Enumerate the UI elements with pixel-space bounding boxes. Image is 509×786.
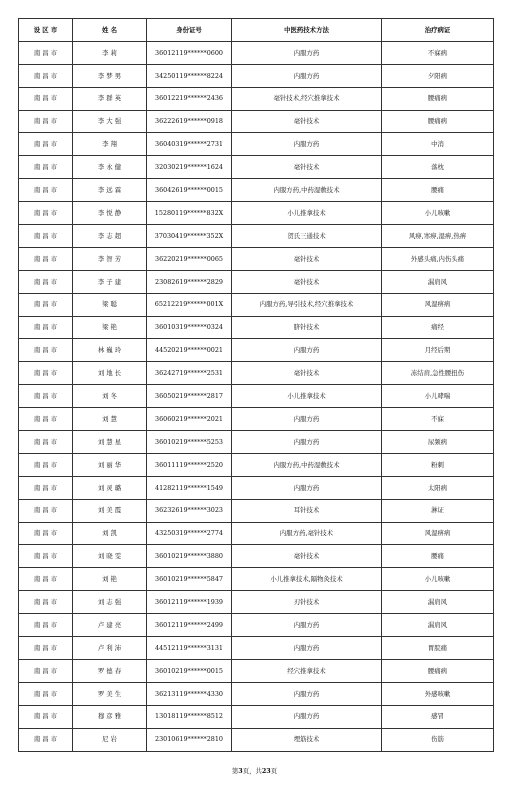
cell-condition: 不寐病 (382, 41, 494, 64)
cell-name: 刘 灵 璐 (73, 476, 147, 499)
cell-condition: 风湿痹病 (382, 522, 494, 545)
cell-tcm-method: 内服方药,导引技术,经穴推拿技术 (232, 293, 382, 316)
cell-name: 刘 艳 (73, 568, 147, 591)
cell-condition: 中消 (382, 133, 494, 156)
table-row (19, 293, 494, 316)
table-row (19, 682, 494, 705)
cell-region: 南 昌 市 (19, 385, 73, 408)
cell-condition: 漏肩风 (382, 591, 494, 614)
cell-name: 刘 地 长 (73, 362, 147, 385)
cell-name: 刘 慧 星 (73, 431, 147, 454)
cell-id-number: 36040319******2731 (147, 133, 232, 156)
cell-name: 刘 志 强 (73, 591, 147, 614)
table-row (19, 362, 494, 385)
cell-id-number: 36012219******2436 (147, 87, 232, 110)
header-tcm-method: 中医药技术方法 (232, 19, 382, 42)
table-row (19, 179, 494, 202)
table-row (19, 545, 494, 568)
cell-id-number: 32030219******1624 (147, 156, 232, 179)
cell-tcm-method: 耳针技术 (232, 499, 382, 522)
cell-id-number: 23010619******2810 (147, 728, 232, 751)
cell-id-number: 36012119******0600 (147, 41, 232, 64)
table-row (19, 270, 494, 293)
footer-page-number: 3 (238, 767, 243, 775)
footer-middle: 页，共 (242, 767, 262, 775)
cell-region: 南 昌 市 (19, 225, 73, 248)
cell-tcm-method: 内服方药 (232, 476, 382, 499)
cell-condition: 腰痛病 (382, 87, 494, 110)
table-row (19, 87, 494, 110)
table-row (19, 705, 494, 728)
cell-region: 南 昌 市 (19, 545, 73, 568)
table-row (19, 202, 494, 225)
cell-name: 李 子 建 (73, 270, 147, 293)
cell-id-number: 15280119******832X (147, 202, 232, 225)
cell-region: 南 昌 市 (19, 522, 73, 545)
cell-name: 梁 艳 (73, 316, 147, 339)
cell-tcm-method: 内服方药 (232, 682, 382, 705)
cell-condition: 风湿痹病 (382, 293, 494, 316)
table-row (19, 339, 494, 362)
cell-name: 尼 岩 (73, 728, 147, 751)
header-region: 设 区 市 (19, 19, 73, 42)
cell-id-number: 36242719******2531 (147, 362, 232, 385)
cell-id-number: 36010219******0015 (147, 659, 232, 682)
cell-condition: 痛经 (382, 316, 494, 339)
cell-id-number: 36232619******3023 (147, 499, 232, 522)
cell-condition: 腰痛病 (382, 110, 494, 133)
cell-condition: 小儿咳嗽 (382, 568, 494, 591)
cell-region: 南 昌 市 (19, 110, 73, 133)
cell-name: 李 翔 (73, 133, 147, 156)
cell-tcm-method: 毫针技术 (232, 545, 382, 568)
cell-tcm-method: 脐针技术 (232, 316, 382, 339)
cell-tcm-method: 内服方药 (232, 408, 382, 431)
cell-name: 李 梦 男 (73, 64, 147, 87)
cell-tcm-method: 经穴推拿技术 (232, 659, 382, 682)
cell-tcm-method: 刃针技术 (232, 591, 382, 614)
cell-id-number: 34250119******8224 (147, 64, 232, 87)
cell-condition: 漏肩风 (382, 614, 494, 637)
cell-tcm-method: 小儿推拿技术 (232, 202, 382, 225)
cell-id-number: 36012119******1939 (147, 591, 232, 614)
cell-condition: 外感头痛,内伤头痛 (382, 247, 494, 270)
cell-region: 南 昌 市 (19, 179, 73, 202)
cell-region: 南 昌 市 (19, 499, 73, 522)
cell-id-number: 36220219******0065 (147, 247, 232, 270)
cell-region: 南 昌 市 (19, 453, 73, 476)
cell-region: 南 昌 市 (19, 270, 73, 293)
cell-tcm-method: 内服方药 (232, 64, 382, 87)
cell-name: 梁 聪 (73, 293, 147, 316)
cell-tcm-method: 内服方药 (232, 339, 382, 362)
cell-condition: 风痹,寒痹,湿痹,热痹 (382, 225, 494, 248)
table-row (19, 64, 494, 87)
document-sheet (18, 18, 493, 752)
cell-region: 南 昌 市 (19, 202, 73, 225)
cell-tcm-method: 小儿推拿技术,隔物灸技术 (232, 568, 382, 591)
cell-region: 南 昌 市 (19, 705, 73, 728)
cell-region: 南 昌 市 (19, 293, 73, 316)
page-footer (0, 766, 509, 775)
cell-tcm-method: 毫针技术 (232, 247, 382, 270)
cell-condition: 太阳病 (382, 476, 494, 499)
cell-name: 李 智 芳 (73, 247, 147, 270)
practitioner-table (18, 18, 494, 752)
cell-condition: 腰痛 (382, 545, 494, 568)
cell-condition: 小儿咳嗽 (382, 202, 494, 225)
cell-name: 李 悦 静 (73, 202, 147, 225)
cell-id-number: 13018119******8512 (147, 705, 232, 728)
footer-prefix: 第 (231, 767, 239, 775)
cell-region: 南 昌 市 (19, 682, 73, 705)
table-row (19, 110, 494, 133)
cell-id-number: 36012119******2499 (147, 614, 232, 637)
cell-region: 南 昌 市 (19, 133, 73, 156)
header-name: 姓 名 (73, 19, 147, 42)
cell-tcm-method: 毫针技术 (232, 156, 382, 179)
cell-condition: 胃脘痛 (382, 637, 494, 660)
cell-region: 南 昌 市 (19, 591, 73, 614)
table-row (19, 225, 494, 248)
cell-region: 南 昌 市 (19, 156, 73, 179)
cell-tcm-method: 内服方药,中药湿敷技术 (232, 453, 382, 476)
cell-name: 卢 建 亮 (73, 614, 147, 637)
cell-tcm-method: 内服方药 (232, 614, 382, 637)
cell-tcm-method: 内服方药,毫针技术 (232, 522, 382, 545)
cell-id-number: 36213119******4330 (147, 682, 232, 705)
table-row (19, 133, 494, 156)
cell-condition: 粉刺 (382, 453, 494, 476)
cell-id-number: 36010319******0324 (147, 316, 232, 339)
cell-condition: 伤筋 (382, 728, 494, 751)
cell-name: 刘 慧 (73, 408, 147, 431)
table-row (19, 499, 494, 522)
cell-region: 南 昌 市 (19, 87, 73, 110)
cell-region: 南 昌 市 (19, 339, 73, 362)
footer-total-pages: 23 (261, 767, 271, 775)
cell-condition: 感冒 (382, 705, 494, 728)
cell-id-number: 65212219******001X (147, 293, 232, 316)
cell-condition: 漏肩风 (382, 270, 494, 293)
table-row (19, 637, 494, 660)
cell-tcm-method: 内服方药 (232, 637, 382, 660)
cell-id-number: 44512119******3131 (147, 637, 232, 660)
header-id-number: 身份证号 (147, 19, 232, 42)
cell-tcm-method: 毫针技术,经穴推拿技术 (232, 87, 382, 110)
cell-id-number: 36050219******2817 (147, 385, 232, 408)
table-row (19, 453, 494, 476)
cell-condition: 腰痛病 (382, 659, 494, 682)
table-row (19, 247, 494, 270)
cell-name: 罗 美 生 (73, 682, 147, 705)
cell-tcm-method: 贺氏三通技术 (232, 225, 382, 248)
cell-tcm-method: 小儿推拿技术 (232, 385, 382, 408)
table-row (19, 41, 494, 64)
cell-condition: 月经后期 (382, 339, 494, 362)
table-row (19, 476, 494, 499)
cell-name: 李 群 英 (73, 87, 147, 110)
cell-region: 南 昌 市 (19, 64, 73, 87)
table-body (19, 41, 494, 751)
cell-name: 卢 利 沛 (73, 637, 147, 660)
cell-region: 南 昌 市 (19, 431, 73, 454)
cell-id-number: 36011119******2520 (147, 453, 232, 476)
cell-condition: 淋证 (382, 499, 494, 522)
cell-name: 刘 美 霞 (73, 499, 147, 522)
cell-region: 南 昌 市 (19, 614, 73, 637)
table-row (19, 156, 494, 179)
cell-region: 南 昌 市 (19, 247, 73, 270)
cell-name: 李 志 超 (73, 225, 147, 248)
cell-id-number: 44520219******0021 (147, 339, 232, 362)
cell-name: 李 远 霖 (73, 179, 147, 202)
table-row (19, 522, 494, 545)
cell-region: 南 昌 市 (19, 637, 73, 660)
cell-region: 南 昌 市 (19, 316, 73, 339)
cell-id-number: 36222619******0918 (147, 110, 232, 133)
cell-name: 刘 凯 (73, 522, 147, 545)
cell-id-number: 36010219******5253 (147, 431, 232, 454)
cell-tcm-method: 内服方药 (232, 41, 382, 64)
cell-region: 南 昌 市 (19, 408, 73, 431)
cell-id-number: 36060219******2021 (147, 408, 232, 431)
cell-region: 南 昌 市 (19, 659, 73, 682)
cell-name: 李 永 健 (73, 156, 147, 179)
cell-region: 南 昌 市 (19, 728, 73, 751)
table-row (19, 385, 494, 408)
cell-id-number: 36010219******3880 (147, 545, 232, 568)
header-condition: 治疗病证 (382, 19, 494, 42)
cell-condition: 冻结肩,急性腰扭伤 (382, 362, 494, 385)
cell-condition: 外感咳嗽 (382, 682, 494, 705)
cell-name: 李 大 强 (73, 110, 147, 133)
cell-name: 刘 晓 雯 (73, 545, 147, 568)
cell-name: 刘 冬 (73, 385, 147, 408)
table-row (19, 408, 494, 431)
cell-tcm-method: 毫针技术 (232, 110, 382, 133)
cell-tcm-method: 内服方药,中药湿敷技术 (232, 179, 382, 202)
cell-tcm-method: 毫针技术 (232, 362, 382, 385)
table-row (19, 431, 494, 454)
cell-id-number: 23082619******2829 (147, 270, 232, 293)
table-row (19, 659, 494, 682)
cell-condition: 小儿哮喘 (382, 385, 494, 408)
table-row (19, 728, 494, 751)
cell-tcm-method: 毫针技术 (232, 270, 382, 293)
cell-tcm-method: 埋筋技术 (232, 728, 382, 751)
table-row (19, 614, 494, 637)
table-row (19, 568, 494, 591)
cell-name: 林 巍 玲 (73, 339, 147, 362)
cell-condition: 尿频病 (382, 431, 494, 454)
cell-id-number: 36010219******5847 (147, 568, 232, 591)
cell-condition: 落枕 (382, 156, 494, 179)
cell-name: 李 莉 (73, 41, 147, 64)
cell-region: 南 昌 市 (19, 41, 73, 64)
cell-region: 南 昌 市 (19, 362, 73, 385)
cell-name: 罗 德 春 (73, 659, 147, 682)
cell-region: 南 昌 市 (19, 476, 73, 499)
cell-id-number: 36042619******0015 (147, 179, 232, 202)
cell-condition: 夕阳病 (382, 64, 494, 87)
cell-tcm-method: 内服方药 (232, 431, 382, 454)
cell-id-number: 43250319******2774 (147, 522, 232, 545)
cell-tcm-method: 内服方药 (232, 705, 382, 728)
cell-name: 刘 丽 华 (73, 453, 147, 476)
cell-tcm-method: 内服方药 (232, 133, 382, 156)
cell-region: 南 昌 市 (19, 568, 73, 591)
table-row (19, 316, 494, 339)
cell-name: 穆 彦 雅 (73, 705, 147, 728)
cell-condition: 不寐 (382, 408, 494, 431)
cell-id-number: 37030419******352X (147, 225, 232, 248)
cell-condition: 腰痛 (382, 179, 494, 202)
table-row (19, 591, 494, 614)
cell-id-number: 41282119******1549 (147, 476, 232, 499)
table-header-row (19, 19, 494, 42)
footer-suffix: 页 (270, 767, 278, 775)
